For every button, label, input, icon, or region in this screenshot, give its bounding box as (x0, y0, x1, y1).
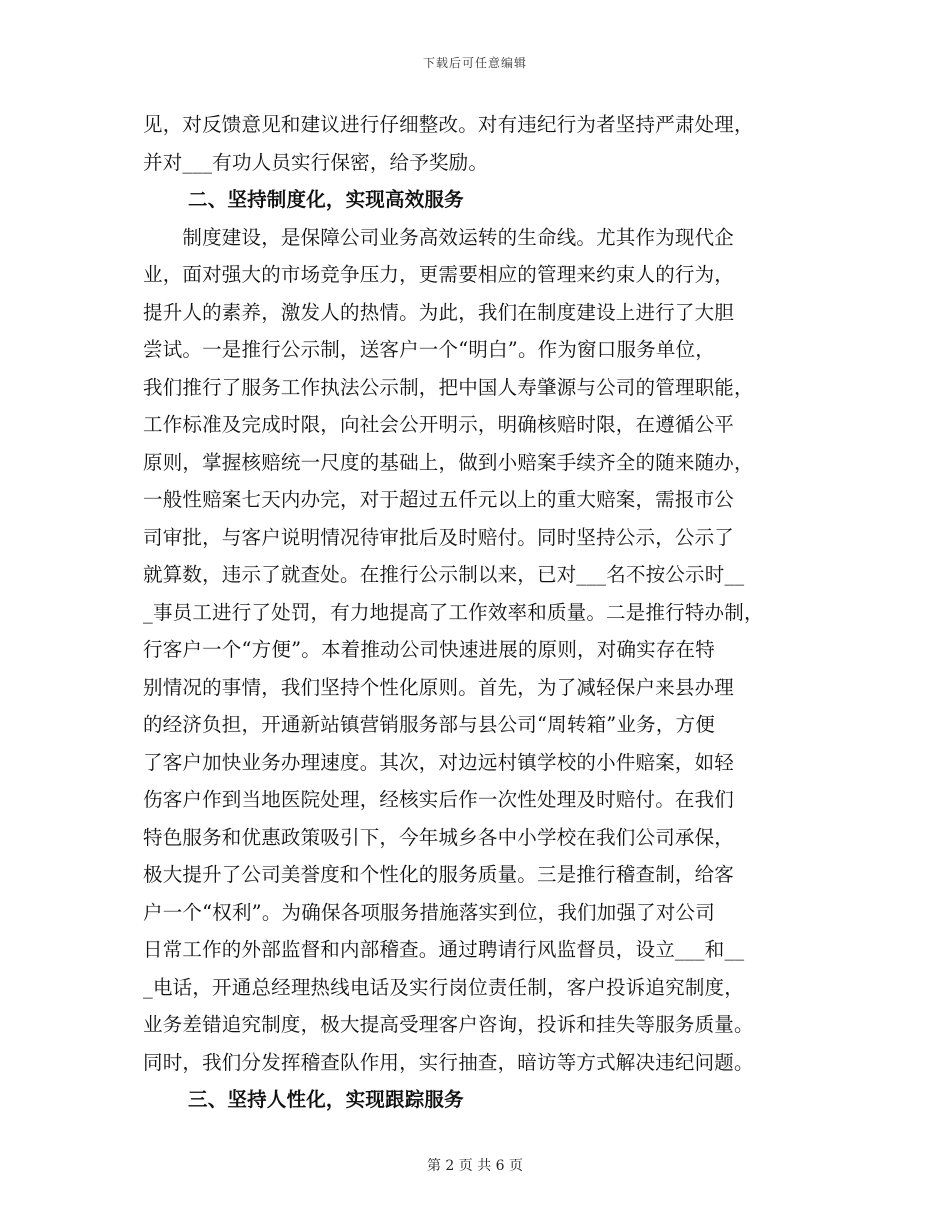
text-line: 我们推行了服务工作执法公示制，把中国人寿肇源与公司的管理职能， (143, 375, 754, 399)
text-line: 日常工作的外部监督和内部稽查。通过聘请行风监督员，设立___和__ (143, 938, 745, 961)
text-line: 的经济负担，开通新站镇营销服务部与县公司“周转箱”业务，方便 (143, 713, 715, 736)
text-line: 制度建设，是保障公司业务高效运转的生命线。尤其作为现代企 (143, 225, 735, 249)
text-line: 一般性赔案七天内办完，对于超过五仟元以上的重大赔案，需报市公 (143, 488, 735, 511)
page-header: 下载后可任意编辑 (422, 56, 527, 70)
text-line: 业务差错追究制度，极大提高受理客户咨询，投诉和挂失等服务质量。 (143, 1013, 754, 1036)
text-line: _事员工进行了处罚，有力地提高了工作效率和质量。二是推行特办制， (143, 600, 764, 624)
text-line: 业，面对强大的市场竞争压力，更需要相应的管理来约束人的行为， (143, 263, 735, 286)
text-line: 行客户一个“方便”。本着推动公司快速进展的原则，对确实存在特 (143, 638, 715, 661)
text-line: 同时，我们分发挥稽查队作用，实行抽查，暗访等方式解决违纪问题。 (143, 1050, 754, 1074)
page-number: 第 2 页 共 6 页 (426, 1158, 524, 1174)
text-line: 司审批，与客户说明情况待审批后及时赔付。同时坚持公示，公示了 (143, 525, 735, 549)
text-line: 工作标准及完成时限，向社会公开明示，明确核赔时限，在遵循公平 (143, 413, 735, 436)
section-heading: 二、坚持制度化，实现高效服务 (188, 188, 464, 211)
text-line: 极大提升了公司美誉度和个性化的服务质量。三是推行稽查制，给客 (143, 863, 735, 886)
text-line: 提升人的素养，激发人的热情。为此，我们在制度建设上进行了大胆 (143, 300, 735, 324)
document-body (143, 106, 815, 1119)
text-line: 就算数，违示了就查处。在推行公示制以来，已对___名不按公示时__ (143, 563, 745, 586)
text-line: 伤客户作到当地医院处理，经核实后作一次性处理及时赔付。在我们 (143, 788, 735, 811)
text-line: 户一个“权利”。为确保各项服务措施落实到位，我们加强了对公司 (143, 900, 715, 924)
text-line: _电话，开通总经理热线电话及实行岗位责任制，客户投诉追究制度， (143, 975, 744, 999)
text-line: 并对___有功人员实行保密，给予奖励。 (143, 150, 489, 174)
text-line: 尝试。一是推行公示制，送客户一个“明白”。作为窗口服务单位， (143, 338, 715, 361)
text-line: 别情况的事情，我们坚持个性化原则。首先，为了减轻保户来县办理 (143, 675, 735, 699)
section-heading: 三、坚持人性化，实现跟踪服务 (188, 1088, 464, 1111)
text-line: 见，对反馈意见和建议进行仔细整改。对有违纪行为者坚持严肃处理， (143, 113, 754, 136)
text-line: 特色服务和优惠政策吸引下，今年城乡各中小学校在我们公司承保， (143, 825, 735, 849)
text-line: 原则，掌握核赔统一尺度的基础上，做到小赔案手续齐全的随来随办， (143, 450, 754, 474)
text-line: 了客户加快业务办理速度。其次，对边远村镇学校的小件赔案，如轻 (143, 750, 735, 774)
